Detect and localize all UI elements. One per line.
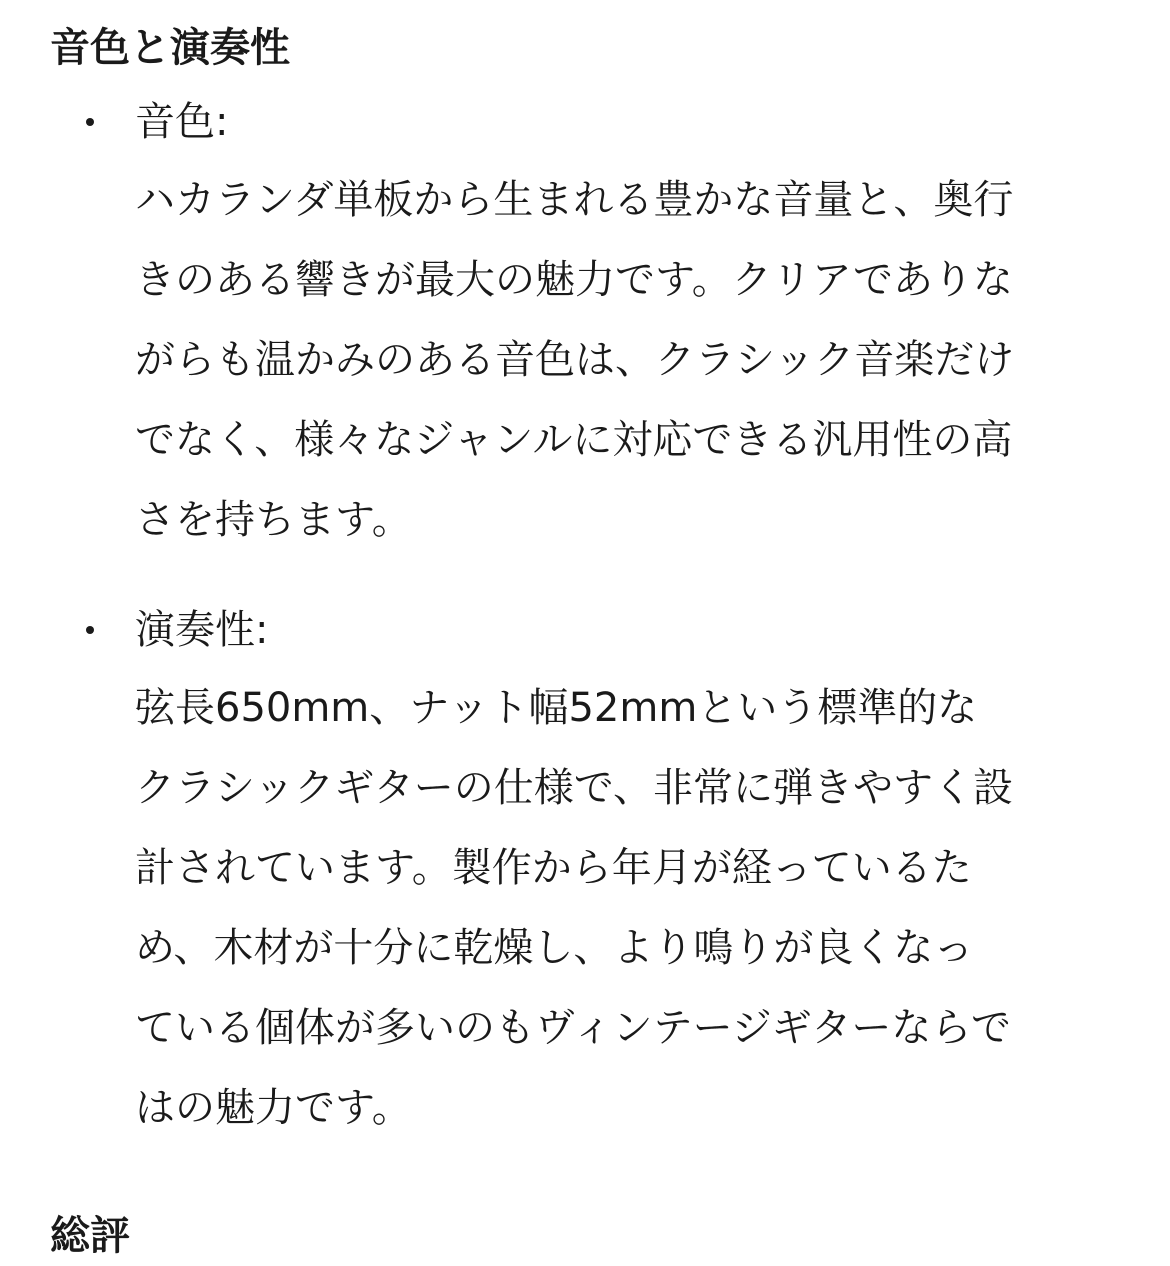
item-description [135, 668, 1125, 1148]
item-description [135, 160, 1125, 560]
item-label: 演奏性: [135, 607, 269, 653]
description-line: 計されています。製作から年月が経っているた [135, 845, 972, 891]
description-line: ている個体が多いのもヴィンテージギターならで [135, 1005, 1011, 1051]
item-label: 音色: [135, 99, 229, 145]
description-line: はの魅力です。 [135, 1085, 412, 1131]
description-line: ハカランダ単板から生まれる豊かな音量と、奥行 [135, 177, 1014, 223]
description-line: 弦長650mm、ナット幅52mmという標準的な [135, 685, 978, 731]
description-line: きのある響きが最大の魅力です。クリアでありな [135, 257, 1013, 303]
description-line: クラシックギターの仕様で、非常に弾きやすく設 [135, 765, 1013, 811]
description-line: がらも温かみのある音色は、クラシック音楽だけ [135, 337, 1015, 383]
bullet-icon [86, 118, 94, 126]
next-section-heading-text: 総評 [50, 1213, 130, 1259]
description-line: さを持ちます。 [135, 497, 412, 543]
bullet-icon [86, 626, 94, 634]
section-heading: 音色と演奏性 [50, 25, 290, 71]
description-line: め、木材が十分に乾燥し、より鳴りが良くなっ [135, 925, 974, 971]
description-line: でなく、様々なジャンルに対応できる汎用性の高 [135, 417, 1013, 463]
next-section-heading [50, 1206, 150, 1259]
